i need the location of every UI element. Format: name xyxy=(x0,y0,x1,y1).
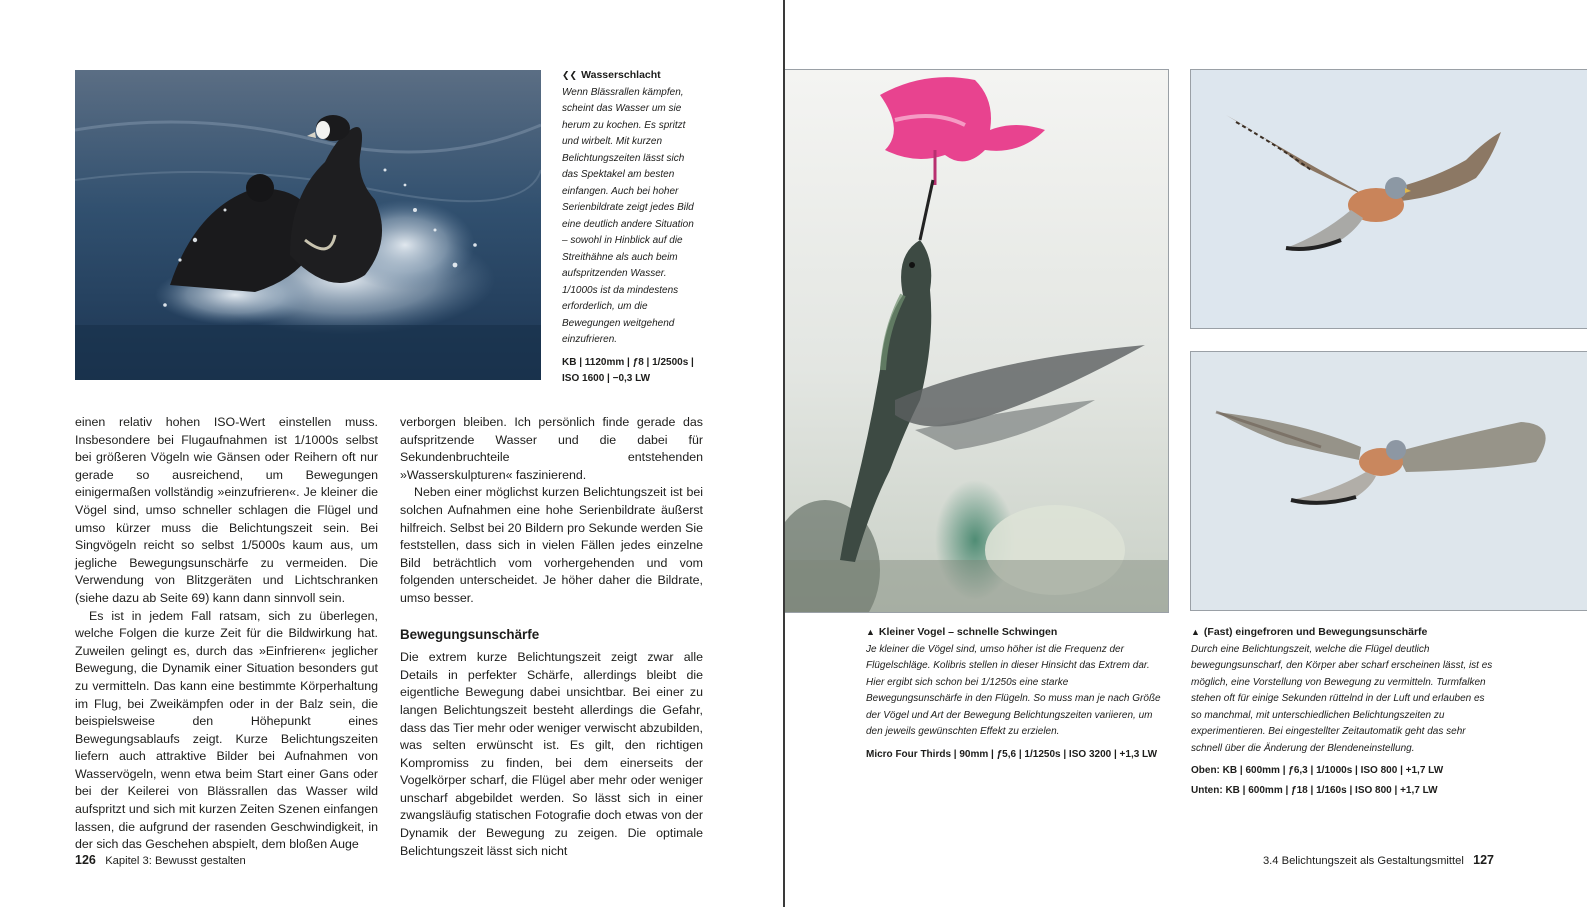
body-column-2 xyxy=(400,414,703,860)
paragraph: Die extrem kurze Belichtungszeit zeigt zwar alle Details in perfekter Schärfe, allerdings bleibt die eigentliche Bewegung dabei unsichtbar. Bei einer zu langen Belichtungszeit besteht allerdings die Gefahr, dass das Tier mehr oder weniger verwischt abzubilden, was selten erwünscht ist. Es gilt, den richtigen Kompromiss zu finden, bei dem einerseits der Vogelkörper scharf, die Flügel aber mehr oder weniger unscharf abgebildet werden. So lässt sich in einer zwangsläufig statischen Fotografie doch etwas von der Dynamik der Bewegung zu zeigen. Die optimale Belichtungszeit lässt sich nicht xyxy=(400,650,703,858)
pointer-up-icon: ▲ xyxy=(1191,627,1200,637)
hummingbird-caption-text: Je kleiner die Vögel sind, umso höher ist die Frequenz der Flügelschläge. Kolibris stellen in dieser Hinsicht das Extrem dar. Hier ergibt sich schon bei 1/1250s eine starke Bewegungsunschärfe in den Flügeln. So muss man je nach Größe der Vögel und Art der Bewegung Belichtungszeiten variieren, um den jeweils gewünschten Effekt zu erzielen. xyxy=(866,643,1161,737)
paragraph: Es ist in jedem Fall ratsam, sich zu überlegen, welche Folgen die kurze Zeit für die Bildwirkung hat. Zuweilen gelingt es, durch das »Einfrieren« jeglicher Bewegung, die Dynamik einer Situation besonders gut zu vermitteln. Das kann eine bestimmte Körperhaltung im Flug, bei Zweikämpfen oder in der Balz sein, die beispielsweise den Höhepunkt eines Bewegungsablaufs zeigt. Kurze Belichtungszeiten liefern auch attraktive Bilder bei Aufnahmen von Wasservögeln, wenn etwa beim Start einer Gans oder bei der Keilerei von Blässrallen das Wasser wild aufspritzt und sich mit kurzen Zeiten Szenen einfangen lassen, die aufgrund der rasenden Geschwindigkeit, in der sich das Geschehen abspielt, dem bloßen Auge xyxy=(75,608,378,852)
coots-caption-text: Wenn Blässrallen kämpfen, scheint das Wasser um sie herum zu kochen. Es spritzt und wirbelt. Mit kurzen Belichtungszeiten lässt sich das Spektakel am besten einfangen. Auch bei hoher Serienbildrate zeigt jedes Bild eine deutlich andere Situation – sowohl in Hinblick auf die Streithähne als auch beim aufspritzenden Wasser. 1/1000s ist da mindestens erforderlich, um die Bewegungen weitgehend einzufrieren. xyxy=(562,86,694,345)
hummingbird-caption-title-row xyxy=(866,624,1166,641)
pointer-left-icon: ❮❮ xyxy=(562,70,578,80)
coots-caption-title-row xyxy=(562,67,702,84)
section-label: 3.4 Belichtungszeit als Gestaltungsmittel xyxy=(1262,855,1464,867)
pointer-up-icon: ▲ xyxy=(866,627,875,637)
page-number: 126 xyxy=(75,853,96,867)
chapter-label: Kapitel 3: Bewusst gestalten xyxy=(105,855,246,867)
left-page xyxy=(0,0,783,907)
hummingbird-caption xyxy=(866,624,1166,763)
kestrel-caption-exif-top: Oben: KB | 600mm | ƒ6,3 | 1/1000s | ISO 800 | +1,7 LW xyxy=(1191,765,1444,776)
photo-kestrel-frozen xyxy=(1191,70,1587,328)
body-column-1 xyxy=(75,414,378,854)
hummingbird-caption-exif: Micro Four Thirds | 90mm | ƒ5,6 | 1/1250s | ISO 3200 | +1,3 LW xyxy=(866,748,1158,760)
coots-caption xyxy=(562,67,702,387)
kestrel-caption-title: (Fast) eingefroren und Bewegungsunschärfe xyxy=(1203,626,1428,638)
paragraph: Neben einer möglichst kurzen Belichtungszeit ist bei solchen Aufnahmen eine hohe Serienbildrate äußerst hilfreich. Selbst bei 20 Bildern pro Sekunde werden Sie feststellen, dass sich in vielen Fällen jedes einzelne Bild beträchtlich vom vorhergehenden und vom folgenden unterscheidet. Je höher daher die Bildrate, umso besser. xyxy=(400,485,703,605)
left-page-footer xyxy=(75,853,246,867)
kestrel-caption xyxy=(1191,624,1497,799)
paragraph: verborgen bleiben. Ich persönlich finde gerade das aufspritzende Wasser und die dabei für Sekundenbruchteile entstehenden »Wasserskulpturen« faszinierend. xyxy=(400,415,703,482)
photo-kestrel-motion-blur xyxy=(1191,352,1587,610)
page-number: 127 xyxy=(1473,853,1494,867)
kestrel-caption-title-row xyxy=(1191,624,1497,641)
photo-coots-fighting xyxy=(75,70,541,380)
coots-caption-exif: KB | 1120mm | ƒ8 | 1/2500s | ISO 1600 | −0,3 LW xyxy=(562,356,694,384)
section-heading: Bewegungsunschärfe xyxy=(400,626,540,642)
kestrel-caption-exif-bottom: Unten: KB | 600mm | ƒ18 | 1/160s | ISO 800 | +1,7 LW xyxy=(1191,785,1438,796)
coots-caption-title: Wasserschlacht xyxy=(581,69,661,81)
right-page-footer xyxy=(1263,853,1494,867)
kestrel-caption-text: Durch eine Belichtungszeit, welche die Flügel deutlich bewegungsunscharf, den Körper aber scharf erscheinen lässt, ist es möglich, eine Vorstellung von Bewegung zu vermitteln. Turmfalken stehen oft für einige Sekunden rüttelnd in der Luft und erlauben es so manchmal, mit unterschiedlichen Belichtungszeiten zu experimentieren. Bei eingestellter Zeitautomatik geht das sehr schnell über die Änderung der Blendeneinstellung. xyxy=(1191,643,1493,754)
paragraph: einen relativ hohen ISO-Wert einstellen muss. Insbesondere bei Flugaufnahmen ist 1/1000s selbst bei größeren Vögeln wie Gänsen oder Reihern oft nur gerade so ausreichend, um Bewegungen einigermaßen vollständig »einzufrieren«. Je kleiner die Vögel sind, umso schneller schlagen die Flügel und umso kürzer muss die Belichtungszeit sein. Bei Singvögeln reicht so selbst 1/5000s kaum aus, um jegliche Bewegungsunschärfe zu vermeiden. Die Verwendung von Blitzgeräten und Lichtschranken (siehe dazu ab Seite 69) kann dann sinnvoll sein. xyxy=(75,415,378,605)
photo-hummingbird xyxy=(785,70,1168,612)
hummingbird-caption-title: Kleiner Vogel – schnelle Schwingen xyxy=(878,626,1058,638)
right-page xyxy=(785,0,1587,907)
